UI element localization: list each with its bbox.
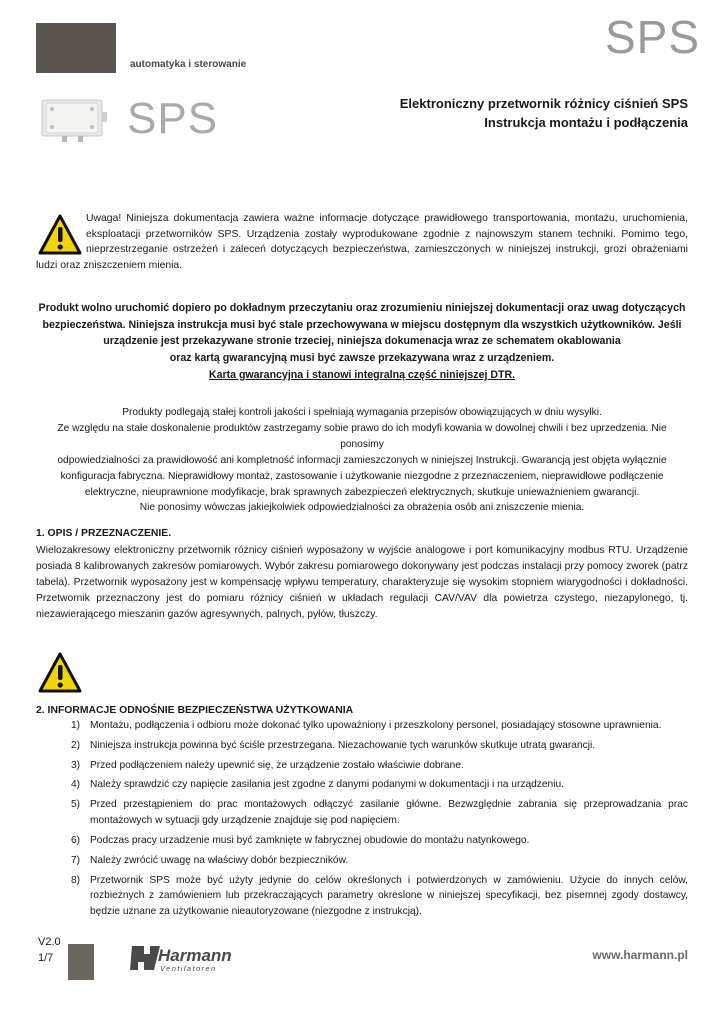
version-info <box>38 935 61 967</box>
list-item: 7) Należy zwrócić uwagę na właściwy dobór bezpieczników. <box>70 854 349 866</box>
notice-line: oraz kartą gwarancyjną musi być zawsze przekazywana wraz z urządzeniem. <box>169 352 555 365</box>
title-line-2: Instrukcja montażu i podłączenia <box>484 114 688 130</box>
notice-line: urządzenie jest przekazywane stronie trzeciej, niniejsza dokumenacja wraz ze schematem okablowania <box>103 335 621 348</box>
quality-line: odpowiedzialności za prawidłowość ani kompletność informacji zamieszczonych w niniejszej Instrukcji. Gwarancją jest objęta wyłącznie <box>57 454 667 466</box>
list-item: 3) Przed podłączeniem należy upewnić się, że urządzenie zostało właściwie dobrane. <box>70 759 464 771</box>
list-item: 2) Niniejsza instrukcja powinna być ściśle przestrzegana. Niezachowanie tych warunków skutkuje utratą gwarancji. <box>70 739 596 751</box>
notice-line: Produkt wolno uruchomić dopiero po dokładnym przeczytaniu oraz zrozumieniu niniejszej dokumentacji oraz uwag dotyczących <box>38 302 686 314</box>
list-item: 8) Przetwornik SPS może być użyty jedynie do celów określonych i potwierdzonych w zamówieniu. Użycie do innych celów, rozbieżnych z zamówieniem lub przekraczających parametry okreslone w niniejszej specyfikacji, bez pisemnej zgody dostawcy, będzie uznane za użytkowanie nieautoryzowane (niezgodne z instrukcją). <box>70 874 688 918</box>
warning-text: Uwaga! Niniejsza dokumentacja zawiera ważne informacje dotyczące prawidłowego transportowania, montażu, uruchomienia, eksploatacji przetworników SPS. Urządzenia zostały wyprodukowane zgodnie z najnowszym stanem techniki. Pomimo tego, nieprzestrzeganie ostrzeżeń i zaleceń dotyczących bezpieczeństwa, zamieszczonych w niniejszej instrukcji, grozi obrażeniami ludzi oraz zniszczeniem mienia. <box>36 213 688 271</box>
brand-title: SPS <box>605 11 701 63</box>
quality-line: konfiguracja fabryczna. Nieprawidłowy montaż, zastosowanie i użytkowanie niezgodne z przeznaczeniem, nieprawidłowe podłączenie <box>60 470 664 482</box>
warning-triangle-icon <box>38 652 82 694</box>
product-logo: SPS <box>127 94 219 143</box>
quality-statement <box>36 405 688 516</box>
list-item: 6) Podczas pracy urzadzenie musi być zamknięte w fabrycznej obudowie do montażu natynkowego. <box>70 834 530 846</box>
harmann-logo <box>130 940 240 976</box>
company-tagline: automatyka i sterowanie <box>130 59 247 70</box>
quality-line: elektryczne, nieuprawnione modyfikacje, brak sprawnych zabezpieczeń elektrycznych, skutkuje unieważnieniem gwarancji. <box>84 486 640 498</box>
warranty-notice: Karta gwarancyjna i stanowi integralną część niniejszej DTR. <box>208 368 516 381</box>
svg-text:Ventilatoren: Ventilatoren <box>160 964 217 973</box>
section-2-heading: 2. INFORMACJE ODNOŚNIE BEZPIECZEŃSTWA UŻYTKOWANIA <box>36 705 354 716</box>
quality-line: Nie ponosimy wówczas jakiejkolwiek odpowiedzialności za obrażenia osób ani zniszczenie mienia. <box>139 502 585 514</box>
safety-list <box>36 718 688 924</box>
header-color-block <box>36 23 116 73</box>
device-image <box>40 96 108 144</box>
version-number: V2.0 <box>38 936 61 948</box>
document-title <box>288 95 688 133</box>
notice-line: bezpieczeństwa. Niniejsza instrukcja musi być stale przechowywana w miejscu dostępnym dla wszystkich użytkowników. Jeśli <box>42 318 682 331</box>
important-notice <box>36 300 688 384</box>
section-1-body: Wielozakresowy elektroniczny przetwornik różnicy ciśnień wyposażony w wyjście analogowe i port komunikacyjny modbus RTU. Urządzenie posiada 8 kalibrowanych zakresów pomiarowych. Wybór zakresu pomiarowego dokonywany jest podczas instalacji przy pomocy zworek (patrz tabela). Przetwornik wyposażony jest w kompensację wpływu temperatury, charakteryzuje się wysokim stopniem wiarygodności i dokładności. Przetwornik przeznaczony jest do pomiaru różnicy ciśnień w układach regulacji CAV/VAV dla powietrza czystego, niezapylonego, tj. niezawierającego mieszanin gazów agresywnych, palnych, pyłów, tłuszczy. <box>36 545 688 621</box>
warning-notice <box>36 211 688 273</box>
website-link[interactable]: www.harmann.pl <box>592 948 688 962</box>
page-number: 1/7 <box>38 951 54 964</box>
list-item: 5) Przed przestąpieniem do prac montażowych odłączyć zasilanie główne. Bezwzględnie zabrania się przeprowadzania prac montażowych w sytuacji gdy urządzenie znajduje się pod napięciem. <box>70 799 688 827</box>
title-line-1: Elektroniczny przetwornik różnicy ciśnień SPS <box>399 96 688 111</box>
section-1-heading: 1. OPIS / PRZEZNACZENIE. <box>36 528 172 539</box>
quality-line: Ze względu na stałe doskonalenie produktów zastrzegamy sobie prawo do ich modyfi kowania w dowolnej chwili i bez uprzedzenia. Nie ponosimy <box>57 422 667 450</box>
list-item: 1) Montażu, podłączenia i odbioru może dokonać tylko upoważniony i przeszkolony personel, posiadający stosowne uprawnienia. <box>70 720 662 731</box>
quality-line: Produkty podlegają stałej kontroli jakości i spełniają wymagania przepisów obowiązujących w dniu wysyłki. <box>122 407 602 418</box>
list-item: 4) Należy sprawdzić czy napięcie zasilania jest zgodne z danymi podanymi w dokumentacji i na urządzeniu. <box>70 779 564 791</box>
footer-color-block <box>68 944 94 980</box>
svg-text:Harmann: Harmann <box>158 946 232 965</box>
